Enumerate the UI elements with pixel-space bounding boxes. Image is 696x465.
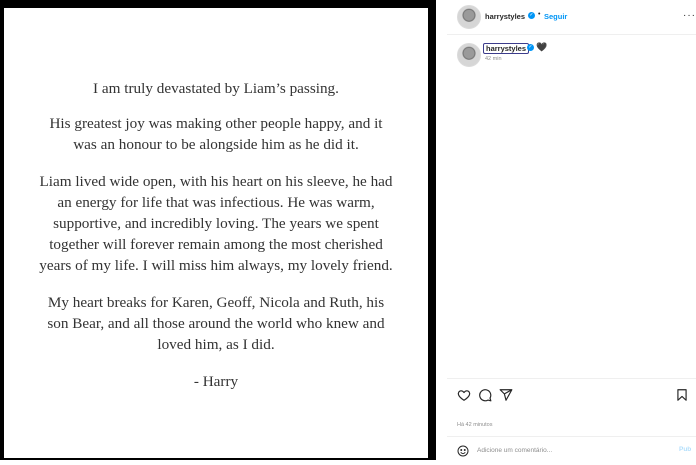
letter-line: Liam lived wide open, with his heart on his sleeve, he had xyxy=(39,173,393,190)
caption-comment xyxy=(447,34,696,74)
caption-time: 42 min xyxy=(485,56,502,62)
separator-dot: • xyxy=(538,11,541,18)
letter-paragraph xyxy=(4,113,428,155)
caption-username[interactable]: harrystyles xyxy=(483,43,529,54)
bookmark-icon[interactable] xyxy=(675,388,689,402)
post-timestamp: Há 42 minutos xyxy=(457,422,493,428)
letter-line: His greatest joy was making other people happy, and it xyxy=(49,115,383,132)
comment-input[interactable] xyxy=(477,443,667,457)
heart-icon[interactable] xyxy=(457,388,471,402)
letter-line: loved him, as I did. xyxy=(157,336,275,353)
letter-signature: - Harry xyxy=(193,373,239,390)
action-bar xyxy=(447,378,696,415)
letter-paragraph xyxy=(4,78,428,99)
black-heart-emoji: 🖤 xyxy=(536,42,548,52)
share-icon[interactable] xyxy=(499,388,513,402)
letter-line: years of my life. I will miss him always, my lovely friend. xyxy=(39,257,393,274)
header-username[interactable]: harrystyles xyxy=(485,12,526,21)
more-horizontal-icon[interactable]: ··· xyxy=(683,10,696,21)
avatar[interactable] xyxy=(457,43,481,67)
post-header xyxy=(447,0,696,35)
letter-line: son Bear, and all those around the world who knew and xyxy=(47,315,385,332)
letter-paragraph xyxy=(4,171,428,276)
smiley-icon[interactable] xyxy=(457,445,469,457)
letter-line: My heart breaks for Karen, Geoff, Nicola and Ruth, his xyxy=(47,294,385,311)
publish-button[interactable]: Pub xyxy=(679,446,692,453)
letter-line: I am truly devastated by Liam’s passing. xyxy=(93,80,339,97)
comment-composer xyxy=(447,436,696,465)
letter-paragraph xyxy=(4,292,428,355)
letter-paper xyxy=(4,8,428,458)
comment-icon[interactable] xyxy=(478,388,492,402)
letter-line: was an honour to be alongside him as he did it. xyxy=(73,136,359,153)
verified-badge-icon: ✓ xyxy=(528,44,533,50)
letter-text xyxy=(4,78,428,408)
post-sidebar xyxy=(447,0,696,464)
verified-badge-icon: ✓ xyxy=(529,12,534,18)
follow-button[interactable]: Seguir xyxy=(544,12,568,21)
avatar[interactable] xyxy=(457,5,481,29)
letter-line: an energy for life that was infectious. He was warm, xyxy=(57,194,375,211)
letter-line: supportive, and incredibly loving. The years we spent xyxy=(53,215,379,232)
letter-line: together will forever remain among the most cherished xyxy=(49,236,383,253)
